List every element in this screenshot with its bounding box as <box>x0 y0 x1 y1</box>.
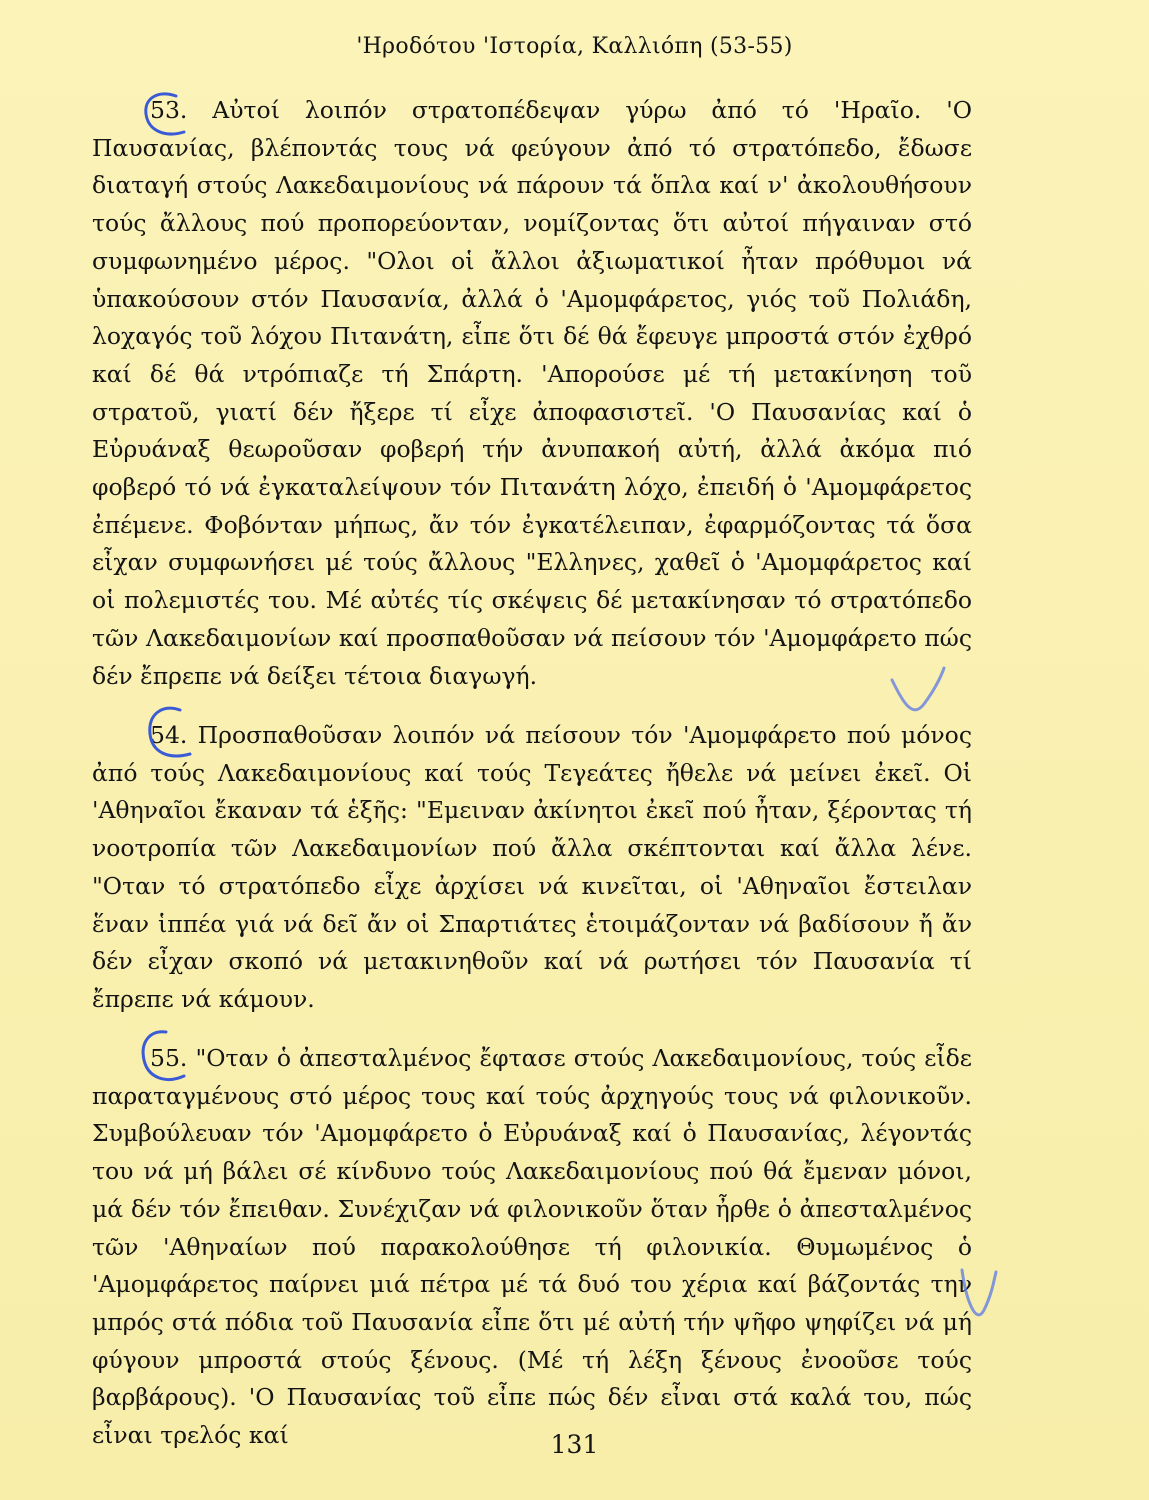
paragraph-54 <box>92 717 972 1019</box>
paragraph-number: 54. <box>150 721 188 749</box>
paragraph-text: Προσπαθοῦσαν λοιπόν νά πείσουν τόν 'Αμομφάρετο πού μόνος ἀπό τούς Λακεδαιμονίους καί τούς Τεγεάτες ἤθελε νά μείνει ἐκεῖ. Οἱ 'Αθηναῖοι ἔκαναν τά ἑξῆς: "Εμειναν ἀκίνητοι ἐκεῖ πού ἦταν, ξέροντας τή νοοτροπία τῶν Λακεδαιμονίων πού ἄλλα σκέπτονται καί ἄλλα λένε. "Οταν τό στρατόπεδο εἶχε ἀρχίσει νά κινεῖται, οἱ 'Αθηναῖοι ἔστειλαν ἕναν ἱππέα γιά νά δεῖ ἄν οἱ Σπαρτιάτες ἑτοιμάζονταν νά βαδίσουν ἤ ἄν δέν εἶχαν σκοπό νά μετακινηθοῦν καί νά ρωτήσει τόν Παυσανία τί ἔπρεπε νά κάμουν. <box>92 721 972 1013</box>
page-number: 131 <box>550 1430 599 1459</box>
paragraph-53 <box>92 92 972 695</box>
paragraph-number: 53. <box>150 96 188 124</box>
running-header: 'Ηροδότου 'Ιστορία, Καλλιόπη (53-55) <box>356 34 793 59</box>
paragraph-55 <box>92 1040 972 1455</box>
paragraph-number: 55. <box>150 1044 188 1072</box>
paragraph-text: Αὐτοί λοιπόν στρατοπέδεψαν γύρω ἀπό τό 'Ηραῖο. 'Ο Παυσανίας, βλέποντάς τους νά φεύγουν ἀπό τό στρατόπεδο, ἔδωσε διαταγή στούς Λακεδαιμονίους νά πάρουν τά ὅπλα καί ν' ἀκολουθήσουν τούς ἄλλους πού προπορεύονταν, νομίζοντας ὅτι αὐτοί πήγαιναν στό συμφωνημένο μέρος. "Ολοι οἱ ἄλλοι ἀξιωματικοί ἦταν πρόθυμοι νά ὑπακούσουν στόν Παυσανία, ἀλλά ὁ 'Αμομφάρετος, γιός τοῦ Πολιάδη, λοχαγός τοῦ λόχου Πιτανάτη, εἶπε ὅτι δέ θά ἔφευγε μπροστά στόν ἐχθρό καί δέ θά ντρόπιαζε τή Σπάρτη. 'Απορούσε μέ τή μετακίνηση τοῦ στρατοῦ, γιατί δέν ἤξερε τί εἶχε ἀποφασιστεῖ. 'Ο Παυσανίας καί ὁ Εὐρυάναξ θεωροῦσαν φοβερή τήν ἀνυπακοή αὐτή, ἀλλά ἀκόμα πιό φοβερό τό νά ἐγκαταλείψουν τόν Πιτανάτη λόχο, ἐπειδή ὁ 'Αμομφάρετος ἐπέμενε. Φοβόνταν μήπως, ἄν τόν ἐγκατέλειπαν, ἐφαρμόζοντας τά ὅσα εἶχαν συμφωνήσει μέ τούς ἄλλους "Ελληνες, χαθεῖ ὁ 'Αμομφάρετος καί οἱ πολεμιστές του. Μέ αὐτές τίς σκέψεις δέ μετακίνησαν τό στρατόπεδο τῶν Λακεδαιμονίων καί προσπαθοῦσαν νά πείσουν τόν 'Αμομφάρετο πώς δέν ἔπρεπε νά δείξει τέτοια διαγωγή. <box>92 96 972 690</box>
paragraph-text: "Οταν ὁ ἀπεσταλμένος ἔφτασε στούς Λακεδαιμονίους, τούς εἶδε παραταγμένους στό μέρος τους καί τούς ἀρχηγούς τους νά φιλονικοῦν. Συμβούλευαν τόν 'Αμομφάρετο ὁ Εὐρυάναξ καί ὁ Παυσανίας, λέγοντάς του νά μή βάλει σέ κίνδυνο τούς Λακεδαιμονίους πού θά ἔμεναν μόνοι, μά δέν τόν ἔπειθαν. Συνέχιζαν νά φιλονικοῦν ὅταν ἦρθε ὁ ἀπεσταλμένος τῶν 'Αθηναίων πού παρακολούθησε τή φιλονικία. Θυμωμένος ὁ 'Αμομφάρετος παίρνει μιά πέτρα μέ τά δυό του χέρια καί βάζοντάς την μπρός στά πόδια τοῦ Παυσανία εἶπε ὅτι μέ αὐτή τήν ψῆφο ψηφίζει νά μή φύγουν μπροστά στούς ξένους. (Μέ τή λέξη ξένους ἐνοοῦσε τούς βαρβάρους). 'Ο Παυσανίας τοῦ εἶπε πώς δέν εἶναι στά καλά του, πώς εἶναι τρελός καί <box>92 1044 972 1450</box>
